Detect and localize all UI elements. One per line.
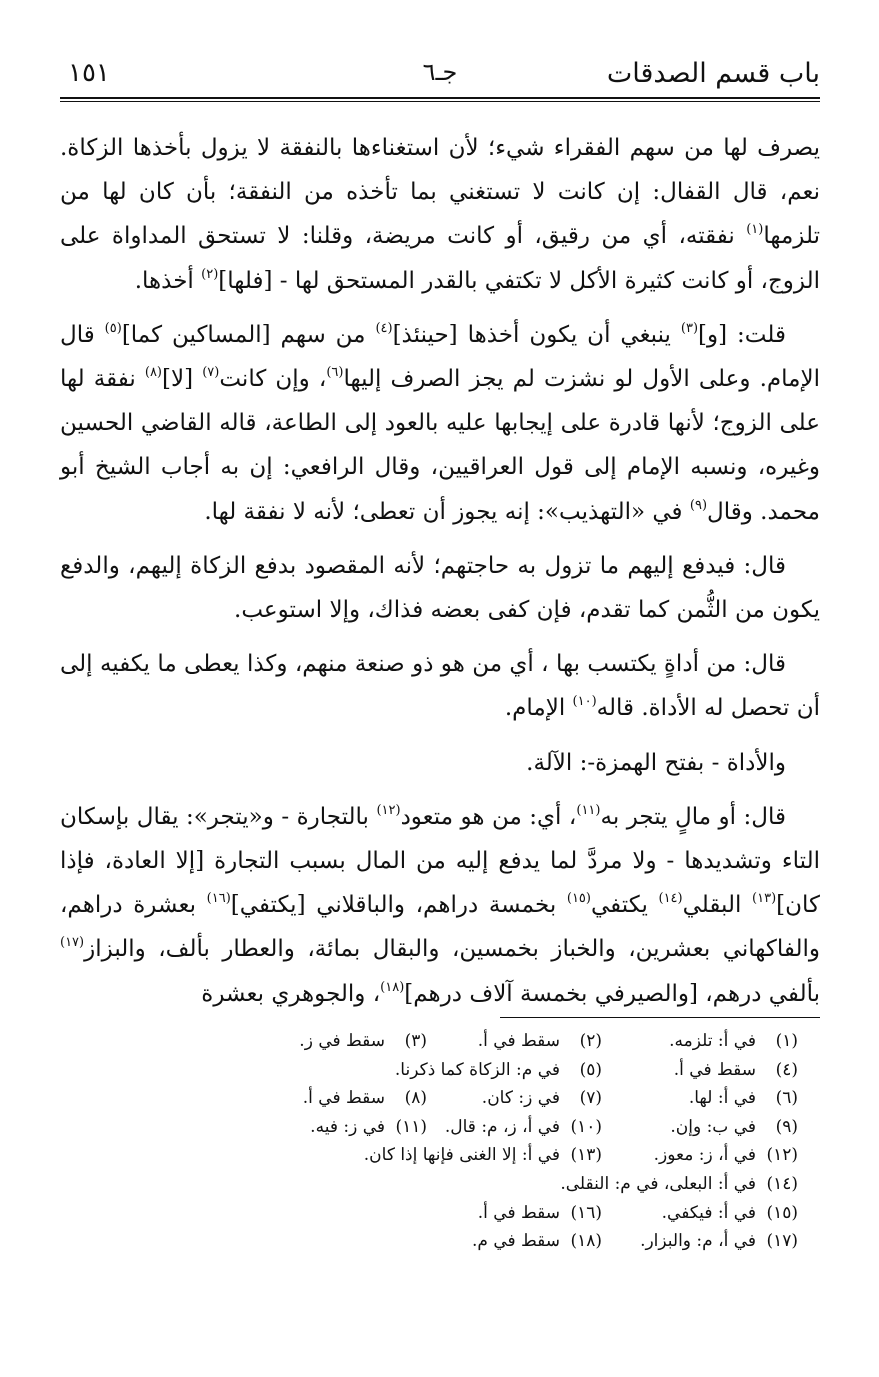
footnote-ref: (٨) (144, 365, 162, 381)
footnote-ref: (١١) (576, 802, 601, 818)
paragraph: قال: من أداةٍ يكتسب بها ، أي من هو ذو صنعة منهم، وكذا يعطى ما يكفيه إلى أن تحصل له الأداة. قاله$^{(١٠)}$ الإمام. (60, 651, 820, 722)
paragraph: قال: أو مالٍ يتجر به$^{(١١)}$، أي: من هو متعود$^{(١٢)}$ بالتجارة - و«يتجر»: يقال بإسكان التاء وتشديدها - ولا مردَّ لما يدفع إليه من المال بسبب التجارة [إلا العادة، فإذا كان]$^{(١٣)}$ البقلي$^{(١٤)}$ يكتفي$^{(١٥)}$ بخمسة دراهم، والباقلاني [يكتفي]$^{(١٦)}$ بعشرة دراهم، والفاكهاني بعشرين، والخباز بخمسين، والبقال بمائة، والعطار بألف، والبزاز$^{(١٧)}$ بألفي درهم، [والصيرفي بخمسة آلاف درهم]$^{(١٨)}$، والجوهري بعشرة (60, 802, 820, 1007)
footnote-ref: (٩) (689, 497, 708, 513)
footnote: (١٢)في أ، ز: معوز. (653, 1145, 798, 1166)
footnote-ref: (١٦) (206, 891, 231, 907)
footnote: (٥)في م: الزكاة كما ذكرنا. (394, 1059, 602, 1080)
footnote-ref: (٦) (326, 365, 344, 381)
footnote-ref: (٣) (680, 320, 699, 336)
footnote: (٧)في ز: كان. (481, 1088, 602, 1109)
paragraph: قال: فيدفع إليهم ما تزول به حاجتهم؛ لأنه المقصود بدفع الزكاة إليهم، والدفع يكون من الثُّمن كما تقدم، فإن كفى بعضه فذاك، وإلا استوعب. (60, 552, 820, 624)
footnote: (١٤)في أ: البعلى، في م: النقلى. (560, 1173, 798, 1194)
main-text (60, 126, 820, 1026)
footnote: (١٠)في أ، ز، م: قال. (444, 1116, 602, 1137)
running-header (60, 58, 820, 94)
footnote: (١١)في ز: فيه. (310, 1116, 427, 1137)
footnote: (٨)سقط في أ. (302, 1088, 427, 1109)
footnote-ref: (١٧) (60, 935, 85, 951)
footnote-ref: (١٨) (380, 979, 405, 995)
footnote-ref: (١٤) (658, 891, 683, 907)
footnote-line (60, 1141, 798, 1170)
footnote: (١٧)في أ، م: والبزار. (640, 1231, 798, 1252)
header-rule (60, 97, 820, 99)
footnote: (١)في أ: تلزمه. (669, 1031, 798, 1051)
footnote-line (60, 1084, 798, 1113)
volume-label: جـ٦ (422, 58, 458, 86)
footnote: (١٨)سقط في م. (471, 1231, 602, 1252)
footnote: (٤)سقط في أ. (673, 1059, 798, 1080)
book-page (60, 0, 820, 1377)
page-number: ١٥١ (68, 58, 110, 88)
footnote: (٦)في أ: لها. (688, 1088, 798, 1109)
footnote: (١٦)سقط في أ. (477, 1202, 602, 1223)
footnote-line (60, 1199, 798, 1228)
footnote-ref: (١) (746, 222, 764, 238)
paragraph: قلت: [و]$^{(٣)}$ ينبغي أن يكون أخذها [حينئذ]$^{(٤)}$ من سهم [المساكين كما]$^{(٥)}$ قال الإمام. وعلى الأول لو نشزت لم يجز الصرف إليها$^{(٦)}$، وإن كانت$^{(٧)}$ [لا]$^{(٨)}$ نفقة لها على الزوج؛ لأنها قادرة على إيجابها عليه بالعود إلى الطاعة، قاله القاضي الحسين وغيره، ونسبه الإمام إلى قول العراقيين، وقال الرافعي: إن به أجاب الشيخ أبو محمد. وقال$^{(٩)}$ في «التهذيب»: إنه يجوز أن تعطى؛ لأنه لا نفقة لها. (60, 320, 820, 525)
footnote-line (60, 1027, 798, 1056)
footnote-ref: (١٠) (572, 694, 597, 710)
paragraph: والأداة - بفتح الهمزة-: الآلة. (526, 749, 786, 776)
footnote-ref: (٤) (375, 320, 393, 336)
footnote-ref: (٥) (104, 320, 122, 336)
footnote: (١٣)في أ: إلا الغنى فإنها إذا كان. (363, 1145, 602, 1166)
footnote: (٩)في ب: وإن. (670, 1116, 798, 1137)
footnote: (٣)سقط في ز. (299, 1031, 427, 1051)
footnote-ref: (١٣) (752, 891, 777, 907)
chapter-title: باب قسم الصدقات (606, 58, 820, 89)
footnote-ref: (١٢) (376, 802, 401, 818)
footnote-ref: (٢) (201, 266, 219, 282)
footnote-line (60, 1056, 798, 1085)
footnote: (٢)سقط في أ. (477, 1031, 602, 1051)
footnote-ref: (١٥) (566, 891, 591, 907)
footnote-separator (500, 1017, 820, 1018)
footnote-line (60, 1170, 798, 1199)
footnotes (60, 1027, 798, 1256)
footnote-ref: (٧) (202, 365, 220, 381)
footnote-line (60, 1227, 798, 1256)
paragraph: يصرف لها من سهم الفقراء شيء؛ لأن استغناءها بالنفقة لا يزول بأخذها الزكاة. نعم، قال القفال: إن كانت لا تستغني بما تأخذه من النفقة؛ بأن كان لها من تلزمها$^{(١)}$ نفقته، أي من رقيق، أو كانت مريضة، وقلنا: لا تستحق المداواة على الزوج، أو كانت كثيرة الأكل لا تكتفي بالقدر المستحق لها - [فلها]$^{(٢)}$ أخذها. (60, 135, 820, 294)
header-rule-thin (60, 101, 820, 102)
footnote: (١٥)في أ: فيكفي. (661, 1202, 798, 1223)
footnote-line (60, 1113, 798, 1142)
